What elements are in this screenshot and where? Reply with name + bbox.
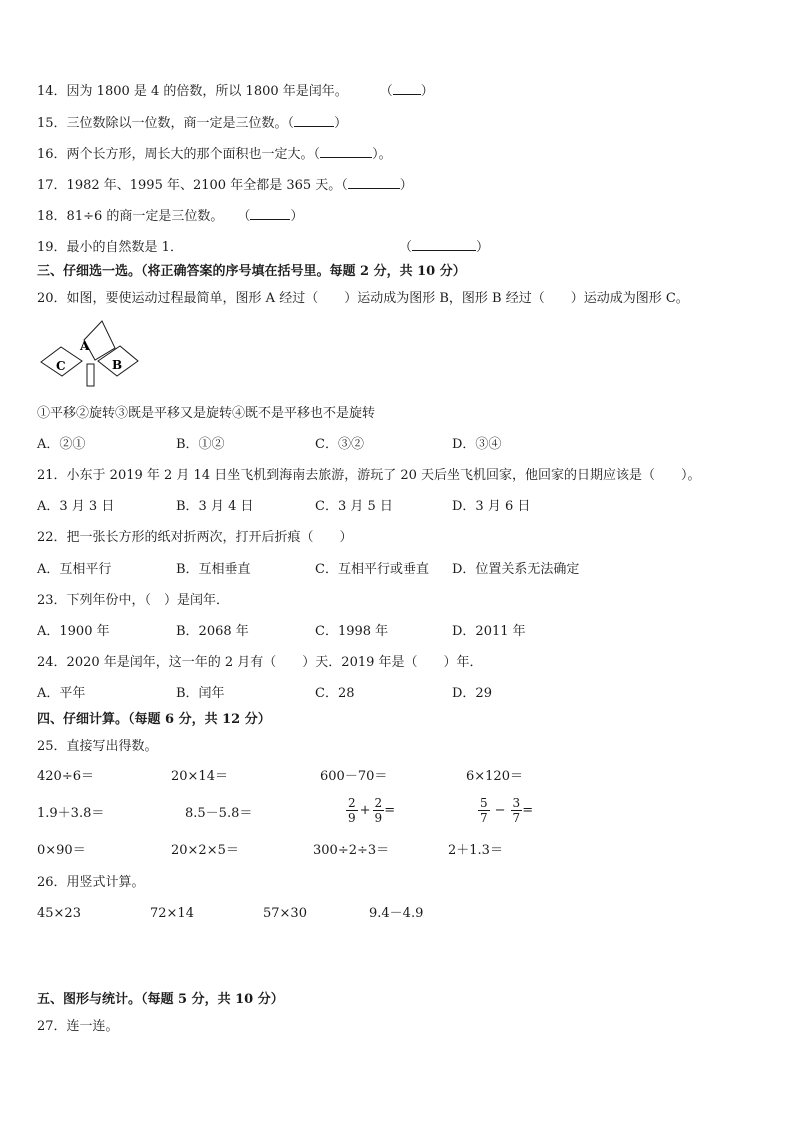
q24-option-c[interactable]: C．28 <box>315 686 355 701</box>
q22-option-b[interactable]: B．互相垂直 <box>176 562 251 577</box>
answer-blank[interactable] <box>348 176 400 189</box>
question-14: 14．因为 1800 是 4 的倍数，所以 1800 年是闰年。 （ ） <box>37 84 434 99</box>
q24-option-d[interactable]: D．29 <box>452 686 492 701</box>
q21-option-c[interactable]: C．3 月 5 日 <box>315 499 393 514</box>
calc-item: 420÷6＝ <box>37 769 94 784</box>
calc-item: 6×120＝ <box>466 769 523 784</box>
calc-item: 8.5－5.8＝ <box>185 806 253 821</box>
question-26: 26．用竖式计算。 <box>37 875 145 890</box>
label-b: B <box>112 358 123 372</box>
fraction-expression-2: $\frac{5}{7}$ − $\frac{3}{7}$ = <box>480 796 534 825</box>
fraction: $\frac{5}{7}$ <box>480 796 488 825</box>
answer-blank[interactable] <box>320 145 372 158</box>
q20-option-b[interactable]: B．①② <box>176 437 225 452</box>
question-text: 16．两个长方形，周长大的那个面积也一定大。 <box>37 147 314 162</box>
q20-option-c[interactable]: C．③② <box>315 437 364 452</box>
question-25: 25．直接写出得数。 <box>37 739 158 754</box>
question-27: 27．连一连。 <box>37 1019 119 1034</box>
vertical-calc-item: 72×14 <box>150 906 194 921</box>
q20-option-a[interactable]: A．②① <box>37 437 86 452</box>
q23-option-d[interactable]: D．2011 年 <box>452 624 526 639</box>
question-text: 19．最小的自然数是 1． <box>37 240 183 255</box>
answer-blank[interactable] <box>412 238 476 251</box>
answer-blank[interactable] <box>294 114 334 127</box>
label-a: A <box>80 339 90 353</box>
vertical-calc-item: 9.4－4.9 <box>369 906 424 921</box>
question-24: 24．2020 年是闰年，这一年的 2 月有（ ）天．2019 年是（ ）年． <box>37 655 483 670</box>
calc-item: 20×14＝ <box>171 769 228 784</box>
question-21: 21．小东于 2019 年 2 月 14 日坐飞机到海南去旅游，游玩了 20 天后坐飞机回家，他回家的日期应该是（ ）。 <box>37 468 701 483</box>
vertical-calc-item: 45×23 <box>37 906 81 921</box>
shape-stem <box>87 364 94 386</box>
answer-blank[interactable] <box>393 82 421 95</box>
section-4-title: 四、仔细计算。（每题 6 分，共 12 分） <box>37 712 271 727</box>
calc-item: 0×90＝ <box>37 843 86 858</box>
calc-item: 300÷2÷3＝ <box>313 843 390 858</box>
q21-option-d[interactable]: D．3 月 6 日 <box>452 499 531 514</box>
q22-option-a[interactable]: A．互相平行 <box>37 562 112 577</box>
q23-option-a[interactable]: A．1900 年 <box>37 624 110 639</box>
rotation-figure <box>38 318 142 392</box>
question-text: 14．因为 1800 是 4 的倍数，所以 1800 年是闰年。 <box>37 84 348 99</box>
question-15: 15．三位数除以一位数，商一定是三位数。（ ） <box>37 116 348 131</box>
question-17: 17．1982 年、1995 年、2100 年全都是 365 天。（ ） <box>37 178 413 193</box>
question-23: 23．下列年份中，（ ）是闰年． <box>37 593 230 608</box>
question-19: 19．最小的自然数是 1． （ ） <box>37 240 489 255</box>
question-16: 16．两个长方形，周长大的那个面积也一定大。（ ）。 <box>37 147 392 162</box>
calc-item: 1.9＋3.8＝ <box>37 806 105 821</box>
section-5-title: 五、图形与统计。（每题 5 分，共 10 分） <box>37 992 284 1007</box>
question-text: 15．三位数除以一位数，商一定是三位数。 <box>37 116 288 131</box>
question-20: 20．如图，要使运动过程最简单，图形 A 经过（ ）运动成为图形 B，图形 B 经过（ ）运动成为图形 C。 <box>37 291 689 306</box>
q20-option-d[interactable]: D．③④ <box>452 437 502 452</box>
q22-option-c[interactable]: C．互相平行或垂直 <box>315 562 429 577</box>
answer-blank[interactable] <box>250 207 290 220</box>
label-c: C <box>56 359 66 373</box>
question-18: 18．81÷6 的商一定是三位数。 （ ） <box>37 209 304 224</box>
fraction: $\frac{2}{9}$ <box>374 796 383 825</box>
question-text: 17．1982 年、1995 年、2100 年全都是 365 天。 <box>37 178 342 193</box>
q23-option-c[interactable]: C．1998 年 <box>315 624 389 639</box>
calc-item: 2＋1.3＝ <box>448 843 503 858</box>
fraction: $\frac{3}{7}$ <box>512 796 521 825</box>
vertical-calc-item: 57×30 <box>263 906 307 921</box>
section-3-title: 三、仔细选一选。（将正确答案的序号填在括号里。每题 2 分，共 10 分） <box>37 264 466 279</box>
calc-item: 600－70＝ <box>320 769 388 784</box>
fraction: $\frac{2}{9}$ <box>348 796 356 825</box>
q24-option-b[interactable]: B．闰年 <box>176 686 225 701</box>
q21-option-a[interactable]: A．3 月 3 日 <box>37 499 115 514</box>
question-22: 22．把一张长方形的纸对折两次，打开后折痕（ ） <box>37 530 353 545</box>
calc-item: 20×2×5＝ <box>171 843 239 858</box>
question-text: 18．81÷6 的商一定是三位数。 <box>37 209 224 224</box>
q22-option-d[interactable]: D．位置关系无法确定 <box>452 562 580 577</box>
q24-option-a[interactable]: A．平年 <box>37 686 86 701</box>
q21-option-b[interactable]: B．3 月 4 日 <box>176 499 254 514</box>
q23-option-b[interactable]: B．2068 年 <box>176 624 249 639</box>
fraction-expression-1: $\frac{2}{9}$ + $\frac{2}{9}$ = <box>348 796 396 825</box>
q20-choices: ①平移②旋转③既是平移又是旋转④既不是平移也不是旋转 <box>37 406 376 421</box>
